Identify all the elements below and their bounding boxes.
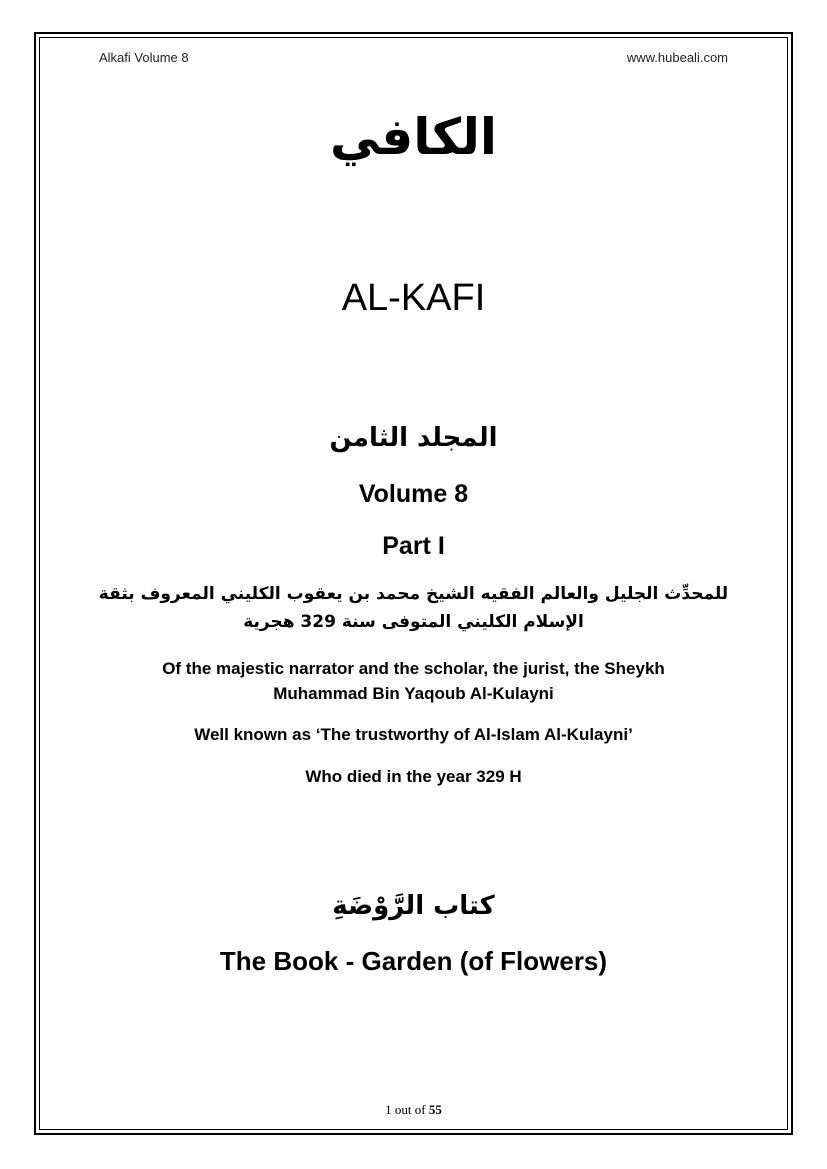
arabic-narrator-line2: الإسلام الكليني المتوفى سنة 329 هجرية bbox=[243, 612, 584, 632]
arabic-title: الكافي bbox=[329, 108, 498, 166]
page-number-prefix: 1 out of bbox=[385, 1102, 426, 1117]
english-narrator-text bbox=[60, 656, 767, 706]
english-book-title: The Book - Garden (of Flowers) bbox=[219, 946, 608, 976]
arabic-volume: المجلد الثامن bbox=[329, 423, 498, 453]
arabic-narrator-text bbox=[90, 580, 737, 636]
english-volume: Volume 8 bbox=[358, 480, 469, 508]
english-narrator-line1: Of the majestic narrator and the scholar, the jurist, the Sheykh bbox=[162, 659, 665, 678]
death-year-text: Who died in the year 329 H bbox=[305, 767, 522, 786]
header-website: www.hubeali.com bbox=[626, 50, 728, 65]
page-total: 55 bbox=[428, 1102, 442, 1117]
arabic-book-title: كتاب الرَّوْضَةِ bbox=[332, 891, 495, 921]
english-title: AL-KAFI bbox=[341, 277, 486, 319]
known-as-text: Well known as ‘The trustworthy of Al-Islam Al-Kulayni’ bbox=[194, 725, 633, 744]
header-document-title: Alkafi Volume 8 bbox=[99, 50, 189, 65]
part-label: Part I bbox=[382, 532, 445, 560]
page-number bbox=[60, 1102, 767, 1118]
english-narrator-line2: Muhammad Bin Yaqoub Al-Kulayni bbox=[273, 684, 554, 703]
arabic-narrator-line1: للمحدِّث الجليل والعالم الفقيه الشيخ محمد بن يعقوب الكليني المعروف بثقة bbox=[98, 584, 729, 604]
